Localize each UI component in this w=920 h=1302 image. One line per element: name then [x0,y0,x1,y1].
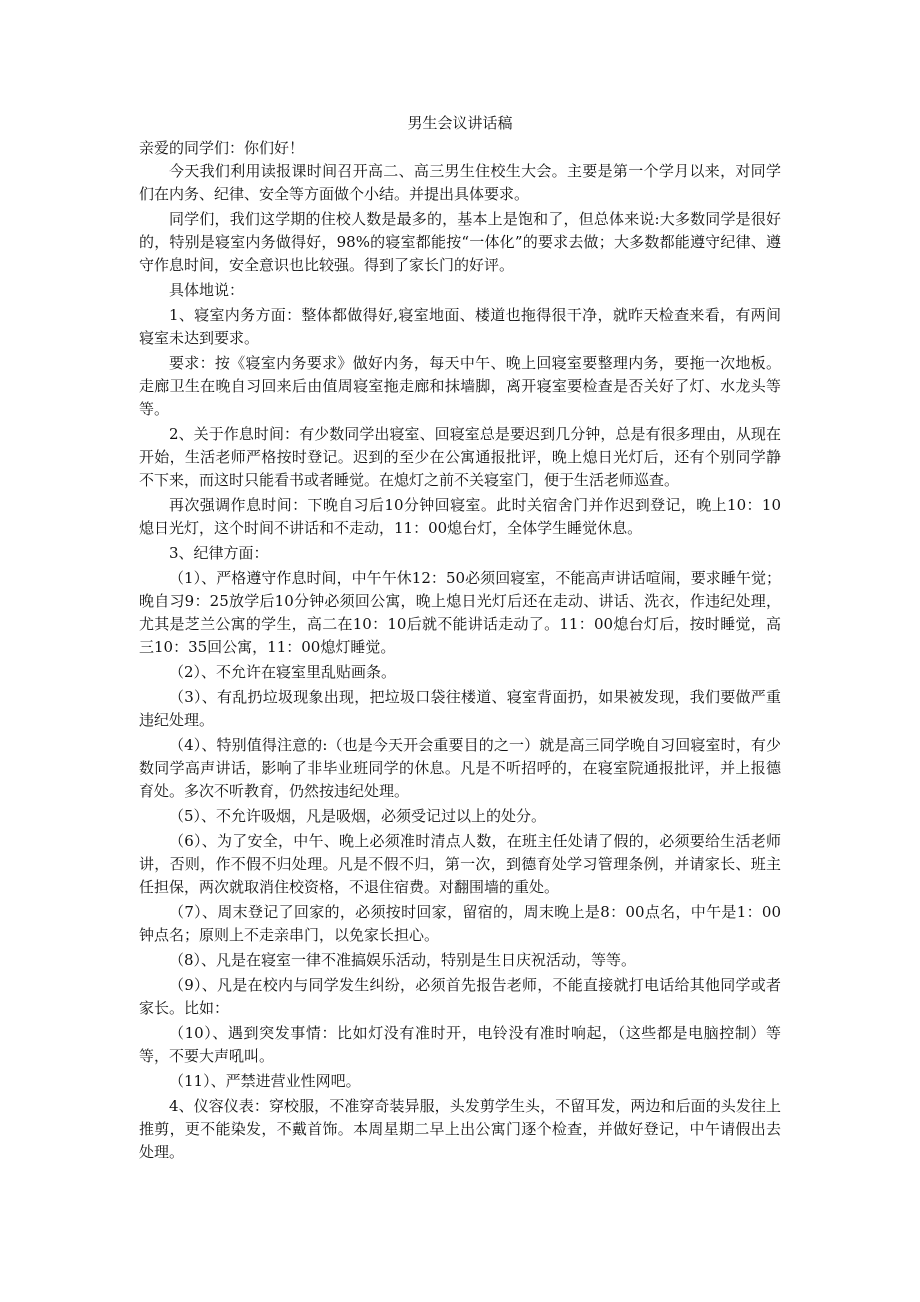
body-paragraph: （5）、不允许吸烟，凡是吸烟，必须受记过以上的处分。 [169,807,547,825]
body-paragraph: 再次强调作息时间：下晚自习后10分钟回寝室。此时关宿舍门并作迟到登记，晚上10：10熄日光灯，这个时间不讲话和不走动，11：00熄台灯，全体学生睡觉休息。 [139,496,781,537]
body-paragraph: 1、寝室内务方面：整体都做得好,寝室地面、楼道也拖得很干净，就昨天检查来看，有两间寝室未达到要求。 [139,306,781,347]
document-title: 男生会议讲话稿 [407,114,513,132]
body-paragraph: （6）、为了安全，中午、晚上必须准时清点人数，在班主任处请了假的，必须要给生活老师讲，否则，作不假不归处理。凡是不假不归，第一次，到德育处学习管理条例，并请家长、班主任担保，两次就取消住校资格，不退住宿费。对翻围墙的重处。 [139,832,781,896]
body-paragraph: 要求：按《寝室内务要求》做好内务，每天中午、晚上回寝室要整理内务，要拖一次地板。走廊卫生在晚自习回来后由值周寝室拖走廊和抹墙脚，离开寝室要检查是否关好了灯、水龙头等等。 [139,354,781,418]
body-paragraph: 4、仪容仪表：穿校服，不准穿奇装异服，头发剪学生头，不留耳发，两边和后面的头发往上推剪，更不能染发，不戴首饰。本周星期二早上出公寓门逐个检查，并做好登记，中午请假出去处理。 [139,1097,781,1161]
body-paragraph: （3）、有乱扔垃圾现象出现，把垃圾口袋往楼道、寝室背面扔，如果被发现，我们要做严重违纪处理。 [139,688,781,729]
body-paragraph: （8）、凡是在寝室一律不准搞娱乐活动，特别是生日庆祝活动，等等。 [169,951,637,969]
greeting-line: 亲爱的同学们：你们好！ [139,139,305,157]
body-paragraph: 2、关于作息时间：有少数同学出寝室、回寝室总是要迟到几分钟，总是有很多理由，从现在开始，生活老师严格按时登记。迟到的至少在公寓通报批评，晚上熄日光灯后，还有个别同学静不下来，而这时只能看书或者睡觉。在熄灯之前不关寝室门，便于生活老师巡查。 [139,425,781,489]
body-paragraph: 同学们，我们这学期的住校人数是最多的，基本上是饱和了，但总体来说:大多数同学是很好的，特别是寝室内务做得好，98%的寝室都能按“一体化”的要求去做；大多数都能遵守纪律、遵守作息时间，安全意识也比较强。得到了家长门的好评。 [139,210,781,274]
body-paragraph: （11）、严禁进营业性网吧。 [169,1072,361,1090]
body-paragraph: （4）、特别值得注意的:（也是今天开会重要目的之一）就是高三同学晚自习回寝室时，有少数同学高声讲话，影响了非毕业班同学的休息。凡是不听招呼的，在寝室院通报批评，并上报德育处。多次不听教育，仍然按违纪处理。 [139,736,781,800]
body-paragraph: （9）、凡是在校内与同学发生纠纷，必须首先报告老师，不能直接就打电话给其他同学或者家长。比如： [139,976,781,1017]
body-paragraph: 今天我们利用读报课时间召开高二、高三男生住校生大会。主要是第一个学月以来，对同学们在内务、纪律、安全等方面做个小结。并提出具体要求。 [139,162,781,203]
document-page [139,112,781,1166]
body-paragraph: （7）、周末登记了回家的，必须按时回家，留宿的，周末晚上是8：00点名，中午是1：00钟点名；原则上不走亲串门，以免家长担心。 [139,903,781,944]
body-paragraphs [139,160,781,1164]
body-paragraph: （10）、遇到突发事情：比如灯没有准时开，电铃没有准时响起，（这些都是电脑控制）等等，不要大声吼叫。 [139,1024,781,1065]
body-paragraph: （2）、不允许在寝室里乱贴画条。 [169,663,397,681]
body-paragraph: 具体地说： [169,281,245,299]
body-paragraph: （1）、严格遵守作息时间，中午午休12：50必须回寝室，不能高声讲话喧闹，要求睡午觉；晚自习9：25放学后10分钟必须回公寓，晚上熄日光灯后还在走动、讲话、洗衣，作违纪处理，尤其是芝兰公寓的学生，高二在10：10后就不能讲话走动了。11：00熄台灯后，按时睡觉，高三10：35回公寓，11：00熄灯睡觉。 [139,569,781,656]
body-paragraph: 3、纪律方面： [169,544,269,562]
